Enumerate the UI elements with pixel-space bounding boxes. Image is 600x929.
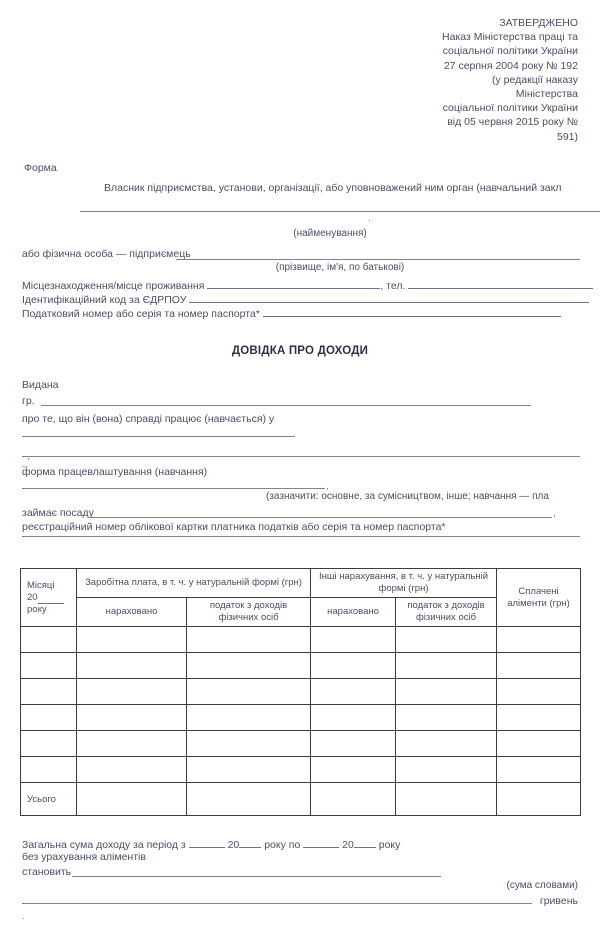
citizen-label: гр. — [22, 395, 35, 407]
period-to-month-blank[interactable] — [303, 837, 339, 848]
tax-number-fill-line[interactable] — [263, 306, 561, 317]
without-alimony-label: без урахування аліментів — [22, 851, 146, 863]
caption-specify-employment: (зазначити: основне, за сумісництвом, інше; навчання — пла — [266, 491, 549, 502]
period-year-1: 20 — [227, 839, 240, 851]
cell-month[interactable] — [21, 627, 77, 653]
cell-month[interactable] — [21, 679, 77, 705]
header-month — [21, 569, 77, 627]
owner-name-fill-line[interactable] — [80, 211, 600, 212]
phone-fill-line[interactable] — [408, 278, 593, 289]
header-other-tax: податок з доходів фізичних осіб — [396, 598, 497, 627]
address-label-text: Місцезнаходження/місце проживання — [22, 280, 205, 292]
period-year-1-blank[interactable] — [239, 837, 261, 848]
sole-proprietor-fill-line[interactable] — [176, 259, 580, 260]
owner-declaration-text: Власник підприємства, установи, організації, або уповноважений ним орган (навчальний закл — [104, 182, 562, 194]
position-label: займає посаду — [22, 507, 94, 519]
cell-salary-tax[interactable] — [187, 679, 311, 705]
address-label — [22, 278, 593, 292]
approval-line-5: Міністерства — [515, 88, 578, 101]
table-row — [21, 731, 581, 757]
position-fill-line[interactable] — [89, 517, 552, 518]
cell-salary-accrued[interactable] — [77, 679, 187, 705]
caption-full-name: (прізвище, ім'я, по батькові) — [275, 262, 405, 273]
employment-form-comma: , — [326, 481, 329, 492]
approval-line-8: 591) — [556, 130, 578, 143]
cell-salary-tax[interactable] — [187, 731, 311, 757]
income-table-head — [21, 569, 581, 627]
total-cell-salary-accrued[interactable] — [77, 783, 187, 816]
header-alimony-group: Сплачені аліменти (грн) — [497, 569, 581, 627]
cell-month[interactable] — [21, 757, 77, 783]
form-label: Форма — [24, 162, 57, 174]
cell-alimony[interactable] — [497, 757, 581, 783]
caption-organization-name: (найменування) — [293, 228, 367, 239]
cell-salary-accrued[interactable] — [77, 757, 187, 783]
cell-alimony[interactable] — [497, 731, 581, 757]
currency-label: гривень — [539, 895, 578, 907]
approval-line-7: від 05 червня 2015 року № — [447, 116, 578, 129]
header-salary-group: Заробітна плата, в т. ч. у натуральній формі (грн) — [77, 569, 311, 598]
header-month-line1: Місяці — [27, 579, 55, 591]
cell-salary-accrued[interactable] — [77, 653, 187, 679]
header-other-accrued: нараховано — [311, 598, 396, 627]
header-month-line3: року — [27, 603, 47, 615]
total-cell-alimony[interactable] — [497, 783, 581, 816]
cell-other-tax[interactable] — [396, 627, 497, 653]
cell-other-tax[interactable] — [396, 679, 497, 705]
amount-words-fill-line-2[interactable] — [22, 903, 532, 904]
tax-number-label-text: Податковий номер або серія та номер паспорта* — [22, 308, 260, 320]
cell-other-accrued[interactable] — [311, 653, 396, 679]
cell-salary-tax[interactable] — [187, 653, 311, 679]
table-total-row — [21, 783, 581, 816]
header-year-blank[interactable] — [38, 594, 64, 604]
cell-other-accrued[interactable] — [311, 627, 396, 653]
employment-form-fill-line[interactable] — [22, 488, 325, 489]
cell-month[interactable] — [21, 653, 77, 679]
edrpou-label-text: Ідентифікаційний код за ЄДРПОУ — [22, 294, 187, 306]
table-row — [21, 627, 581, 653]
cell-alimony[interactable] — [497, 627, 581, 653]
citizen-fill-line[interactable] — [41, 405, 531, 406]
cell-other-tax[interactable] — [396, 653, 497, 679]
total-cell-other-accrued[interactable] — [311, 783, 396, 816]
cell-month[interactable] — [21, 731, 77, 757]
approval-line-4: (у редакції наказу — [492, 73, 578, 86]
cell-other-accrued[interactable] — [311, 731, 396, 757]
table-row — [21, 757, 581, 783]
owner-dot-mark: . — [368, 213, 371, 224]
income-table-body — [21, 627, 581, 816]
total-cell-other-tax[interactable] — [396, 783, 497, 816]
cell-other-accrued[interactable] — [311, 705, 396, 731]
header-salary-accrued: нараховано — [77, 598, 187, 627]
sole-proprietor-label: або фізична особа — підприємець — [22, 248, 191, 260]
total-label: Усього — [21, 783, 77, 816]
cell-alimony[interactable] — [497, 679, 581, 705]
amounts-to-label: становить — [22, 866, 72, 878]
header-other-group: Інші нарахування, в т. ч. у натуральній формі (грн) — [311, 569, 497, 598]
header-month-line2: 20 — [27, 591, 38, 603]
table-row — [21, 679, 581, 705]
cell-salary-tax[interactable] — [187, 627, 311, 653]
approval-line-0: ЗАТВЕРДЖЕНО — [499, 17, 578, 29]
total-income-text: Загальна сума доходу за період з — [22, 839, 186, 851]
page-title: ДОВІДКА ПРО ДОХОДИ — [231, 345, 369, 357]
phone-label-text: , тел. — [380, 280, 406, 292]
approval-line-2: соціальної політики України — [442, 45, 578, 58]
period-from-month-blank[interactable] — [189, 837, 225, 848]
workplace-fill-line-1[interactable] — [22, 436, 295, 437]
cell-salary-accrued[interactable] — [77, 627, 187, 653]
table-row — [21, 653, 581, 679]
edrpou-label — [22, 292, 589, 306]
amount-words-fill-line[interactable] — [72, 876, 441, 877]
address-fill-line[interactable] — [207, 278, 380, 289]
tax-number-label — [22, 306, 561, 320]
registration-number-fill-line[interactable] — [22, 536, 580, 537]
cell-other-tax[interactable] — [396, 705, 497, 731]
period-roku-1: року по — [264, 839, 301, 851]
cell-other-accrued[interactable] — [311, 679, 396, 705]
approval-line-3: 27 серпня 2004 року № 192 — [443, 59, 578, 72]
cell-other-accrued[interactable] — [311, 757, 396, 783]
works-studies-label: про те, що він (вона) справді працює (навчається) у — [22, 413, 275, 425]
table-row — [21, 705, 581, 731]
period-roku-2: року — [378, 839, 401, 851]
table-header-row-2 — [21, 598, 581, 627]
employment-form-mark: _' — [22, 457, 30, 468]
total-cell-salary-tax[interactable] — [187, 783, 311, 816]
income-table — [20, 568, 581, 816]
edrpou-fill-line[interactable] — [189, 292, 589, 303]
caption-amount-in-words: (сума словами) — [506, 880, 578, 891]
employment-form-label: форма працевлаштування (навчання) — [22, 466, 208, 478]
period-year-2-blank[interactable] — [354, 837, 376, 848]
cell-salary-tax[interactable] — [187, 757, 311, 783]
cell-other-tax[interactable] — [396, 731, 497, 757]
total-income-period-line — [22, 837, 400, 851]
position-comma: , — [553, 508, 556, 519]
final-dot-mark: . — [22, 911, 25, 922]
cell-other-tax[interactable] — [396, 757, 497, 783]
cell-alimony[interactable] — [497, 653, 581, 679]
registration-number-label: реєстраційний номер облікової картки платника податків або серія та номер паспорта* — [22, 521, 446, 533]
cell-month[interactable] — [21, 705, 77, 731]
workplace-fill-line-2[interactable] — [22, 456, 580, 457]
table-header-row-1 — [21, 569, 581, 598]
cell-salary-tax[interactable] — [187, 705, 311, 731]
period-year-2: 20 — [342, 839, 354, 851]
cell-salary-accrued[interactable] — [77, 731, 187, 757]
approval-block — [328, 16, 578, 144]
approval-line-1: Наказ Міністерства праці та — [442, 31, 578, 44]
approval-line-6: соціальної політики України — [442, 102, 578, 115]
issued-label: Видана — [22, 379, 59, 391]
header-salary-tax: податок з доходів фізичних осіб — [187, 598, 311, 627]
cell-salary-accrued[interactable] — [77, 705, 187, 731]
cell-alimony[interactable] — [497, 705, 581, 731]
